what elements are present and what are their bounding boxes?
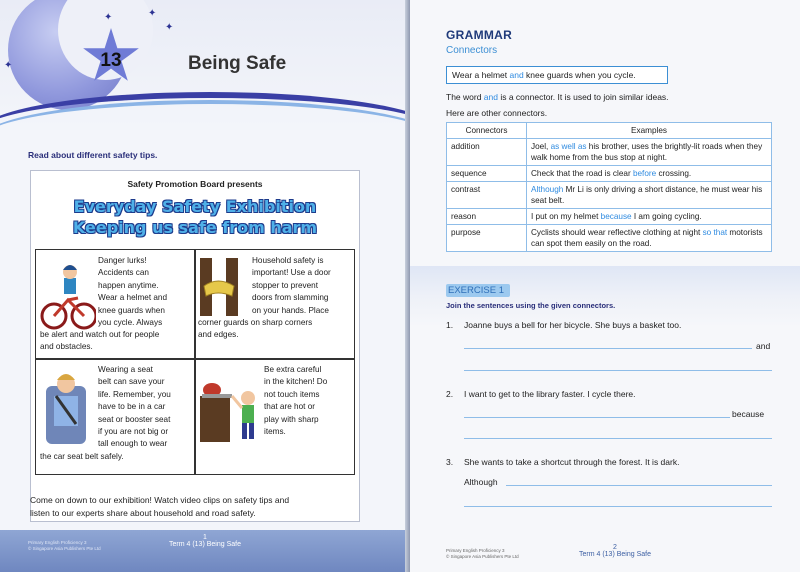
given-connector: Although bbox=[464, 477, 498, 487]
section-subheading: Connectors bbox=[446, 45, 498, 56]
table-intro: Here are other connectors. bbox=[446, 108, 548, 118]
page-footer: Primary English Proficiency 3 © Singapore Asia Publishers Pte Ltd 1 Term 4 (13) Being Safe bbox=[0, 530, 410, 572]
question-number: 2. bbox=[446, 389, 454, 399]
poster-presenter: Safety Promotion Board presents bbox=[127, 179, 263, 189]
star-icon: ✦ bbox=[4, 60, 13, 71]
exercise-instruction: Join the sentences using the given connectors. bbox=[446, 301, 616, 310]
question-number: 1. bbox=[446, 320, 454, 330]
chapter-number: 13 bbox=[100, 50, 122, 71]
section-label: Term 4 (13) Being Safe bbox=[169, 541, 241, 548]
table-header-row: Connectors Examples bbox=[447, 123, 772, 139]
table-row: sequence Check that the road is clear before crossing. bbox=[447, 166, 772, 182]
exercise-label: EXERCISE 1 bbox=[446, 284, 510, 297]
poster-headline-2: Keeping us safe from harm bbox=[72, 218, 318, 237]
right-page: GRAMMAR Connectors Wear a helmet and knee guards when you cycle. The word and is a connector. It is used to join similar ideas. Here are other connectors. Connectors Examples addition Joel, as well as his brother, uses the brightly-lit roads when they walk home from the bus stop at night. sequence Check that the road is clear before crossing. contrast Although Mr Li is only driving a short distance, he must wear his seat belt. reason I put on my helmet because I am going cycling. purpose Cyclists should wear reflective clothing at night so that motorists can spot them easily on the road. EXERCISE 1 Join the sentences using the given connectors. 1. Joanne buys a bell for her bicycle. She buys a basket too. and 2. I want to get to the library faster. I cycle there. because 3. She wants to take a shortcut through the forest. It is dark. Although Primary English Proficiency 3 © Singapore Asia Publishers Pte Ltd 2 Term 4 (13) Being Safe bbox=[410, 0, 800, 572]
given-connector: and bbox=[756, 341, 771, 351]
star-icon: ✦ bbox=[104, 12, 113, 23]
question-text: She wants to take a shortcut through the forest. It is dark. bbox=[464, 457, 680, 467]
section-label: Term 4 (13) Being Safe bbox=[579, 551, 651, 558]
answer-line[interactable] bbox=[506, 485, 772, 486]
page-number: 1 bbox=[203, 534, 207, 541]
table-row: purpose Cyclists should wear reflective clothing at night so that motorists can spot them easily on the road. bbox=[447, 225, 772, 252]
tips-grid: Danger lurks! Accidents can happen anytime. Wear a helmet and knee guards when you cycle. Always be alert and watch out for people and obstacles. Household safety is important! Use a door stopper to prevent doors from slamming on your hands. Place corner guards on sharp corners and edges. Wearing a seat belt can save your life. Remember, you have to be in a car seat or booster seat if you are not big or tall enough to wear the car seat belt safely. Be extra careful in the kitchen! Do not touch items that are hot or play with sharp items. bbox=[35, 249, 355, 475]
table-row: addition Joel, as well as his brother, uses the brightly-lit roads when they walk home from the bus stop at night. bbox=[447, 139, 772, 166]
chapter-title: Being Safe bbox=[188, 53, 287, 74]
explanation: The word and is a connector. It is used to join similar ideas. bbox=[446, 92, 669, 102]
connectors-table bbox=[446, 122, 772, 252]
exhibition-poster bbox=[30, 170, 360, 522]
question-text: Joanne buys a bell for her bicycle. She buys a basket too. bbox=[464, 320, 682, 330]
door-stopper-illustration bbox=[198, 256, 240, 318]
table-row: reason I put on my helmet because I am going cycling. bbox=[447, 209, 772, 225]
seatbelt-child-illustration bbox=[42, 366, 92, 448]
poster-headline-1: Everyday Safety Exhibition bbox=[73, 197, 317, 216]
answer-line[interactable] bbox=[464, 506, 772, 507]
star-icon: ✦ bbox=[148, 8, 157, 19]
answer-line[interactable] bbox=[464, 348, 752, 349]
poster-closing: Come on down to our exhibition! Watch video clips on safety tips and listen to our experts share about household and road safety. bbox=[30, 495, 290, 518]
star-icon: ✦ bbox=[165, 22, 174, 33]
section-heading: GRAMMAR bbox=[446, 28, 513, 42]
given-connector: because bbox=[732, 409, 765, 419]
cyclist-illustration bbox=[40, 260, 96, 330]
question-number: 3. bbox=[446, 457, 454, 467]
kitchen-child-illustration bbox=[198, 368, 262, 444]
answer-line[interactable] bbox=[464, 417, 730, 418]
answer-line[interactable] bbox=[464, 438, 772, 439]
page-number: 2 bbox=[613, 544, 617, 551]
table-row: contrast Although Mr Li is only driving a short distance, he must wear his seat belt. bbox=[447, 182, 772, 209]
question-text: I want to get to the library faster. I cycle there. bbox=[464, 389, 636, 399]
example-sentence: Wear a helmet and knee guards when you cycle. bbox=[446, 66, 668, 84]
answer-line[interactable] bbox=[464, 370, 772, 371]
intro-text: Read about different safety tips. bbox=[28, 150, 158, 160]
